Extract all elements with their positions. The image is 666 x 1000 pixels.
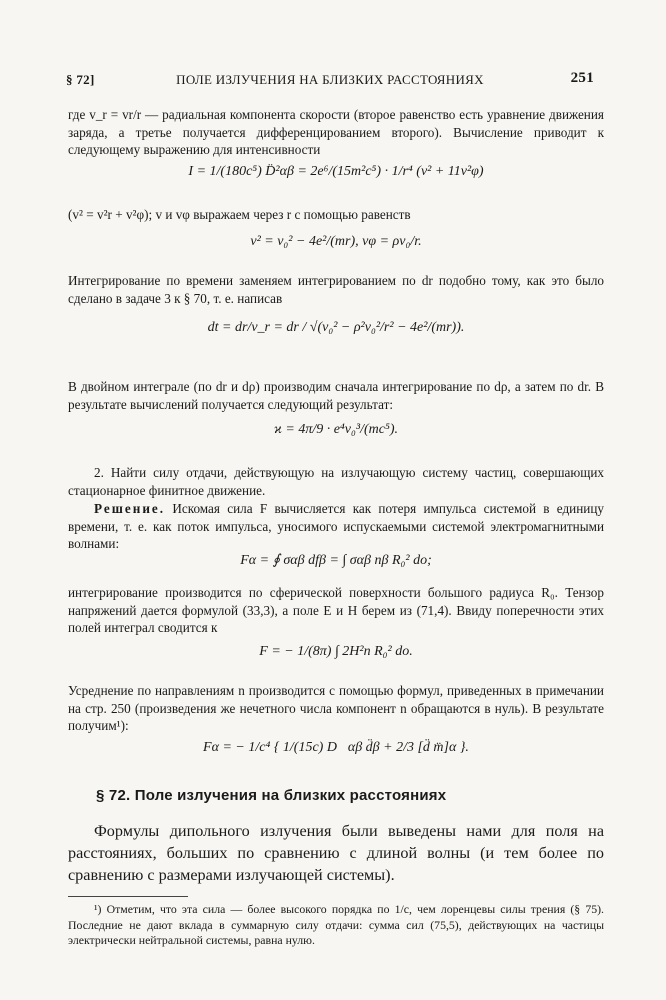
- equation-dt: [68, 320, 604, 336]
- eq-intensity-text: I = 1/(180c⁵) D̈²αβ = 2e⁶/(15m²c⁵) · 1/r⁴ (v² + 11v²φ): [188, 164, 484, 179]
- equation-force-h: [68, 644, 604, 660]
- page-number: 251: [570, 70, 594, 86]
- paragraph-integration-time: Интегрирование по времени заменяем интегрированием по dr подобно тому, как это было сделано в задаче 3 к § 70, т. е. написав: [68, 273, 604, 306]
- paragraph-double-integral: В двойном интеграле (по dr и dρ) производим сначала интегрирование по dρ, а затем по dr. В результате вычислений получается следующий результат:: [68, 379, 604, 412]
- eq-velocity-text: v² = v₀² − 4e²/(mr), vφ = ρv₀/r.: [250, 234, 422, 249]
- paragraph-dipole-intro: Формулы дипольного излучения были выведены нами для поля на расстояниях, больших по сравнению с длиной волны (и тем более по сравнению с размерами излучающей системы).: [68, 822, 604, 884]
- footnote: ¹) Отметим, что эта сила — более высокого порядка по 1/c, чем лоренцевы силы трения (§ 75). Последние не дают вклада в суммарную силу отдачи: сумма сил (75,5), действующих на частицы электрически нейтральной системы, равна нулю.: [68, 902, 604, 948]
- eq-dt-text: dt = dr/v_r = dr / √(v₀² − ρ²v₀²/r² − 4e²/(mr)).: [207, 320, 465, 335]
- eq-kappa-text: ϰ = 4π/9 · e⁴v₀³/(mc⁵).: [274, 422, 398, 437]
- footnote-rule: [68, 896, 188, 897]
- equation-kappa: [68, 422, 604, 438]
- header-title: ПОЛЕ ИЗЛУЧЕНИЯ НА БЛИЗКИХ РАССТОЯНИЯХ: [176, 72, 484, 87]
- paragraph-stress-tensor: интегрирование производится по сферической поверхности большого радиуса R₀. Тензор напряжений дается формулой (33,3), а поле E и H берем из (71,4). Ввиду поперечности этих полей интеграл сводится к: [68, 585, 604, 636]
- equation-force-flux: [68, 552, 604, 569]
- header-section-ref: § 72]: [66, 72, 95, 87]
- eq-force-h-text: F = − 1/(8π) ∫ 2H²n R₀² do.: [259, 644, 413, 659]
- problem-2-statement: 2. Найти силу отдачи, действующую на излучающую систему частиц, совершающих стационарное финитное движение.: [68, 465, 604, 498]
- solution-text: Искомая сила F вычисляется как потеря импульса системой в единицу времени, т. е. как поток импульса, уносимого испускаемыми системой электромагнитными волнами:: [68, 501, 604, 552]
- paragraph-velocity-relation: (v² = v²r + v²φ); v и vφ выражаем через r с помощью равенств: [68, 207, 411, 222]
- eq-force-flux-text: Fα = ∮ σαβ dfβ = ∫ σαβ nβ R₀² do;: [240, 553, 432, 568]
- equation-velocity: [68, 234, 604, 250]
- paragraph-averaging: Усреднение по направлениям n производится с помощью формул, приведенных в примечании на стр. 250 (произведения же нечетного числа компонент n обращаются в нуль). В результате получим¹):: [68, 683, 604, 734]
- equation-intensity: [68, 164, 604, 180]
- problem-2-solution: [68, 500, 604, 553]
- running-header: [66, 72, 594, 92]
- eq-recoil-force-text: Fα = − 1/c⁴ { 1/(15c) D⃛αβ d̈β + 2/3 [d̈ m̈]α }.: [203, 740, 469, 755]
- paragraph-radial-velocity: где v_r = vr/r — радиальная компонента скорости (второе равенство есть уравнение движения заряда, а третье получается дифференцированием второго). Вычисление приводит к следующему выражению для интенсивности: [68, 107, 604, 158]
- section-heading: § 72. Поле излучения на близких расстояниях: [96, 787, 447, 804]
- solution-label: Решение.: [94, 501, 166, 516]
- equation-recoil-force: [68, 740, 604, 756]
